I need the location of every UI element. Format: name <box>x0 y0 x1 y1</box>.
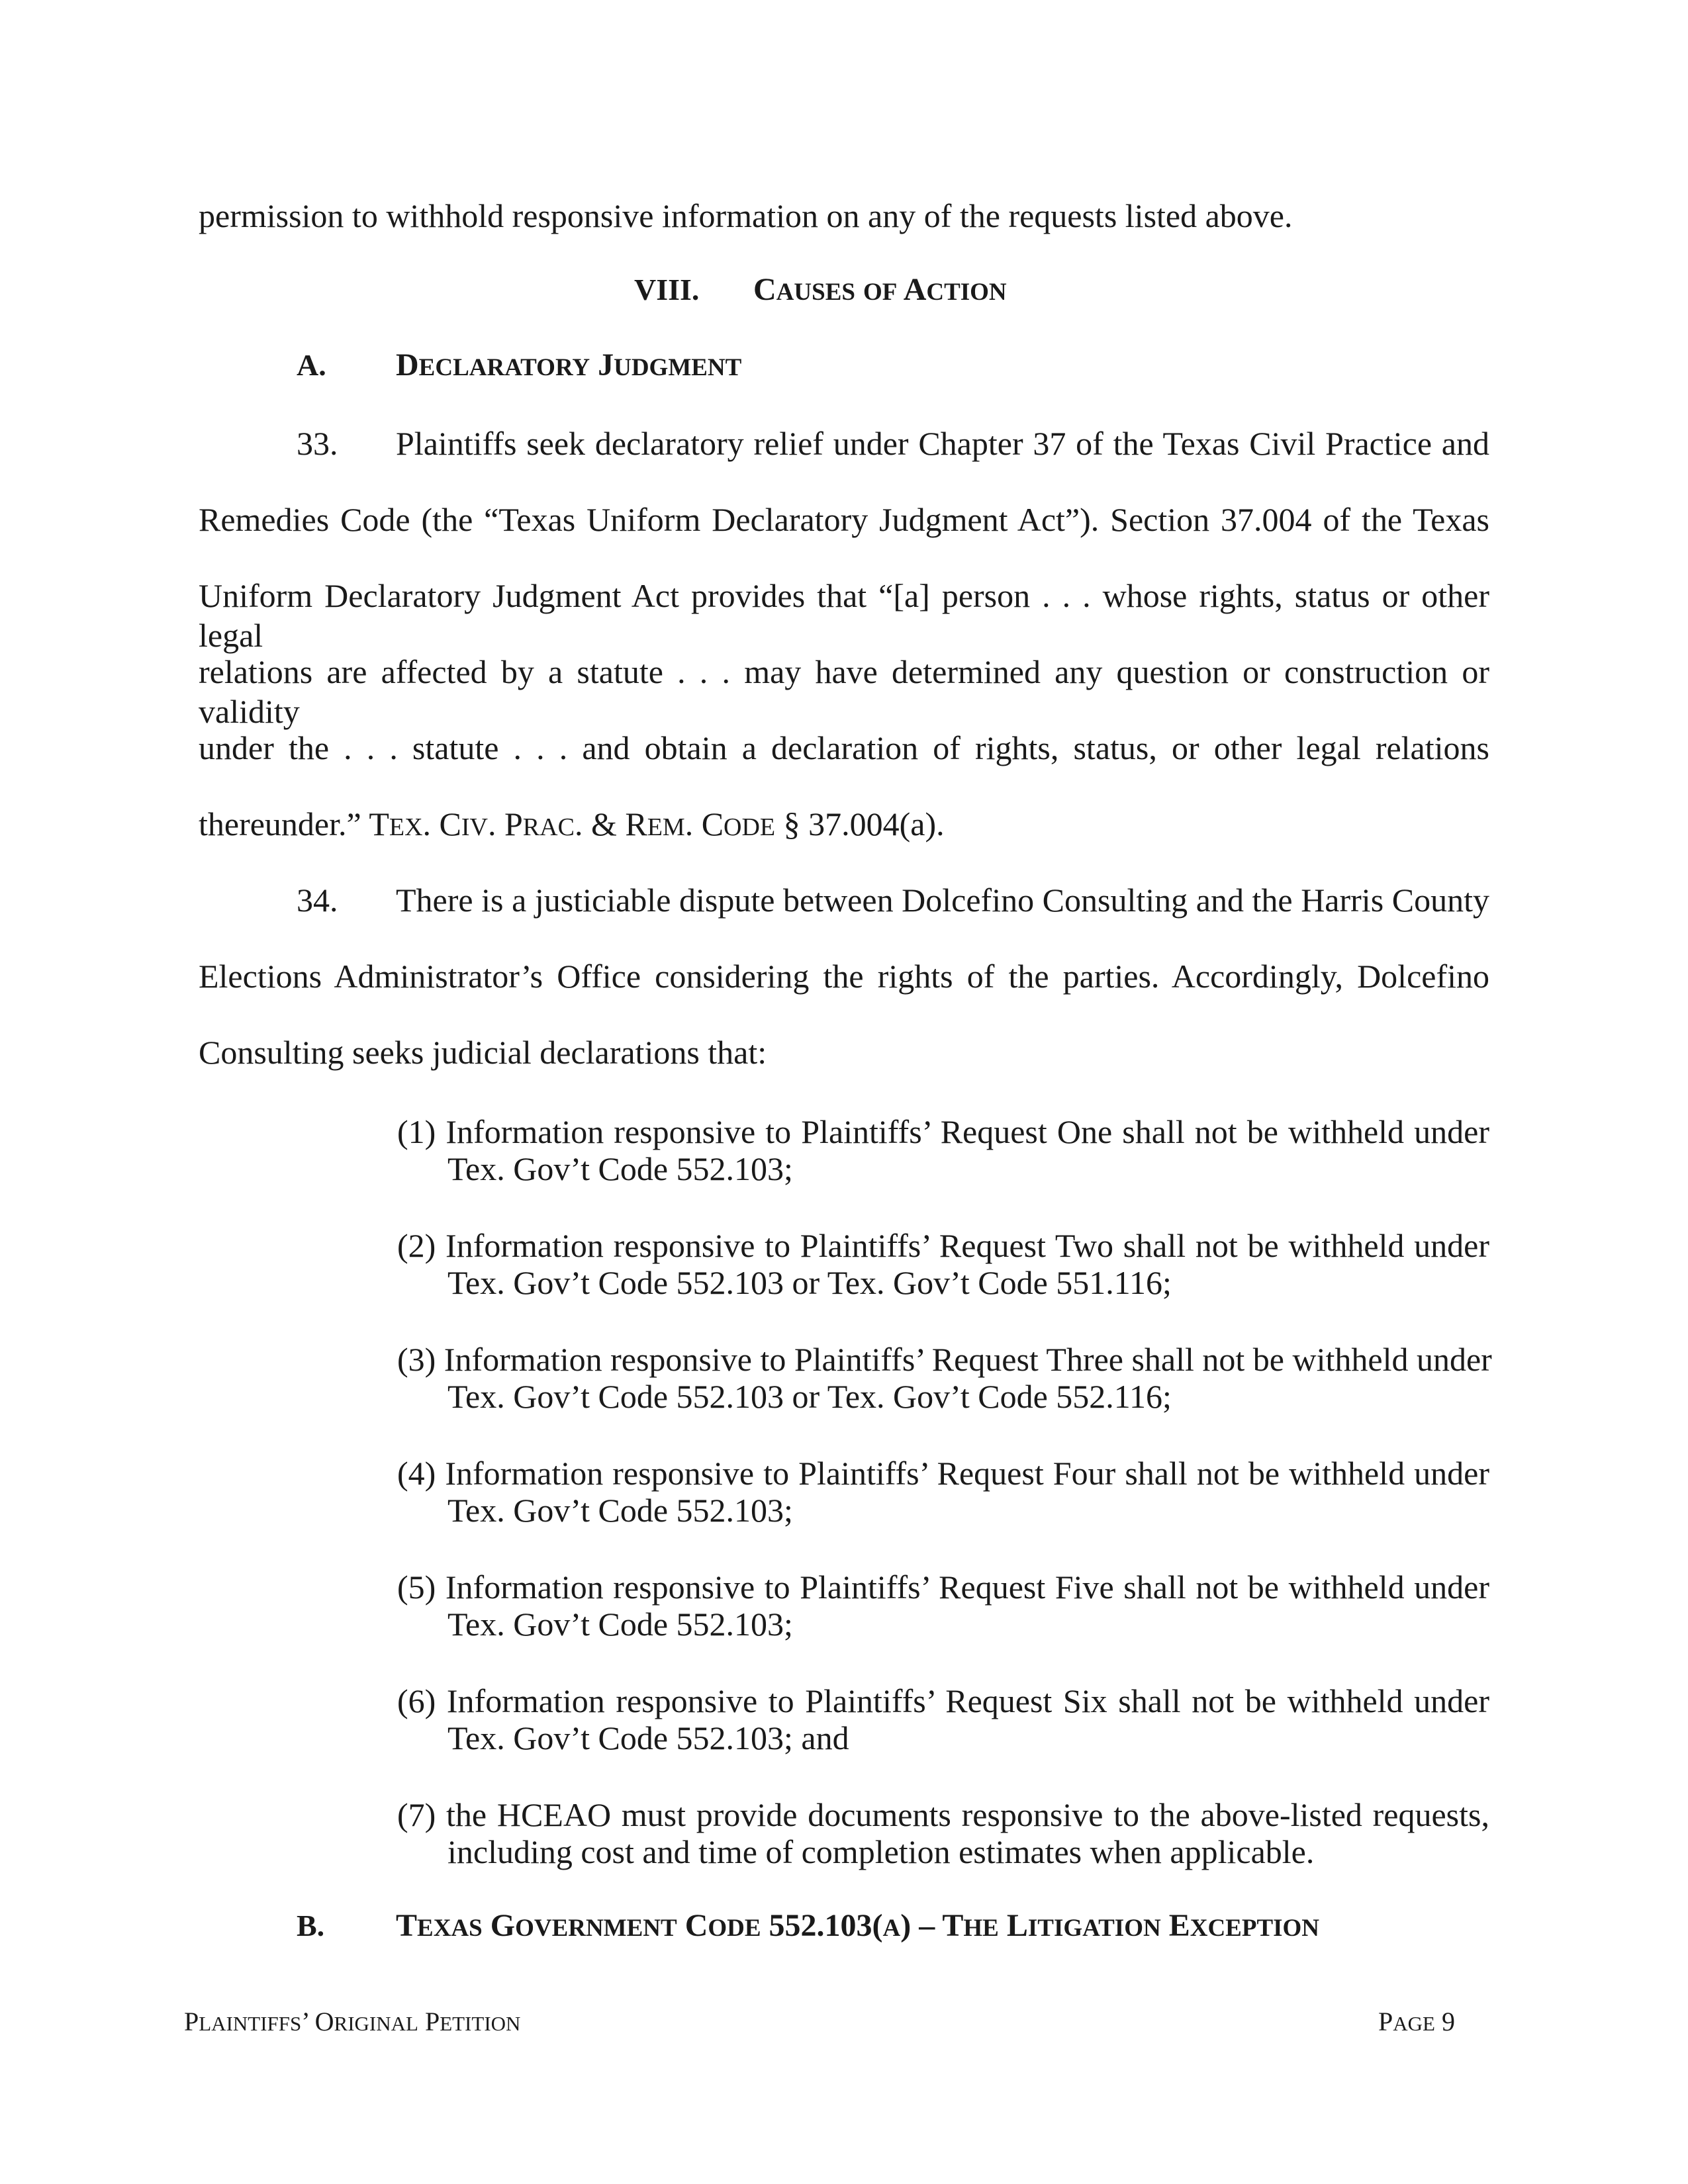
para33-line: relations are affected by a statute . . . may have determined any question or construction or validity <box>199 653 1489 730</box>
list-item-line: Tex. Gov’t Code 552.103; and <box>447 1719 849 1756</box>
list-item <box>397 1569 1489 1643</box>
list-item-line: Tex. Gov’t Code 552.103; <box>447 1492 793 1529</box>
statute-citation: TEX. CIV. PRAC. & REM. CODE <box>369 805 776 842</box>
list-item-line: (2) Information responsive to Plaintiffs’ Request Two shall not be withheld under <box>397 1227 1489 1264</box>
list-item <box>397 1227 1489 1301</box>
para33-last-line-end: § 37.004(a). <box>775 805 945 842</box>
list-item-line: (6) Information responsive to Plaintiffs’ Request Six shall not be withheld under <box>397 1682 1489 1719</box>
intro-line: permission to withhold responsive information on any of the requests listed above. <box>199 197 1293 234</box>
section-viii-title: CAUSES OF ACTION <box>753 272 1007 307</box>
para34-line: Elections Administrator’s Office considering the rights of the parties. Accordingly, Dolcefino <box>199 958 1489 995</box>
list-item-line: Tex. Gov’t Code 552.103; <box>447 1606 793 1643</box>
para34-number: 34. <box>297 882 338 919</box>
list-item <box>397 1682 1489 1756</box>
para33-number: 33. <box>297 425 338 462</box>
subsection-b-letter: B. <box>297 1909 325 1942</box>
para33-line: Plaintiffs seek declaratory relief under Chapter 37 of the Texas Civil Practice and <box>396 425 1489 462</box>
para33-last-line <box>199 804 1489 847</box>
list-item-line: Tex. Gov’t Code 552.103 or Tex. Gov’t Code 551.116; <box>447 1264 1172 1301</box>
list-item-line: (1) Information responsive to Plaintiffs’ Request One shall not be withheld under <box>397 1113 1489 1150</box>
subsection-a-title: DECLARATORY JUDGMENT <box>396 347 742 383</box>
para33-line: under the . . . statute . . . and obtain a declaration of rights, status, or other legal relations <box>199 729 1489 766</box>
para33-line: Uniform Declaratory Judgment Act provides that “[a] person . . . whose rights, status or other legal <box>199 577 1489 654</box>
subsection-a-letter: A. <box>297 348 326 382</box>
list-item-line: including cost and time of completion estimates when applicable. <box>447 1833 1315 1870</box>
list-item-line: (5) Information responsive to Plaintiffs’ Request Five shall not be withheld under <box>397 1569 1489 1606</box>
section-viii-numeral: VIII. <box>634 273 700 306</box>
para34-line: Consulting seeks judicial declarations that: <box>199 1034 767 1071</box>
para33-last-line-start: thereunder.” <box>199 805 369 842</box>
list-item <box>397 1455 1489 1529</box>
footer-document-title: PLAINTIFFS’ ORIGINAL PETITION <box>184 2007 521 2036</box>
list-item-line: Tex. Gov’t Code 552.103; <box>447 1150 793 1187</box>
list-item-line: Tex. Gov’t Code 552.103 or Tex. Gov’t Code 552.116; <box>447 1378 1172 1415</box>
para34-line: There is a justiciable dispute between Dolcefino Consulting and the Harris County <box>396 882 1489 919</box>
para33-line: Remedies Code (the “Texas Uniform Declaratory Judgment Act”). Section 37.004 of the Texas <box>199 501 1489 538</box>
footer-page-number: PAGE 9 <box>1378 2007 1455 2036</box>
subsection-b-title: TEXAS GOVERNMENT CODE 552.103(A) – THE LITIGATION EXCEPTION <box>396 1908 1320 1943</box>
list-item <box>397 1341 1492 1415</box>
list-item-line: (4) Information responsive to Plaintiffs’ Request Four shall not be withheld under <box>397 1455 1489 1492</box>
list-item <box>397 1796 1489 1870</box>
list-item-line: (7) the HCEAO must provide documents responsive to the above-listed requests, <box>397 1796 1489 1833</box>
list-item-line: (3) Information responsive to Plaintiffs’ Request Three shall not be withheld under <box>397 1341 1492 1378</box>
list-item <box>397 1113 1489 1187</box>
